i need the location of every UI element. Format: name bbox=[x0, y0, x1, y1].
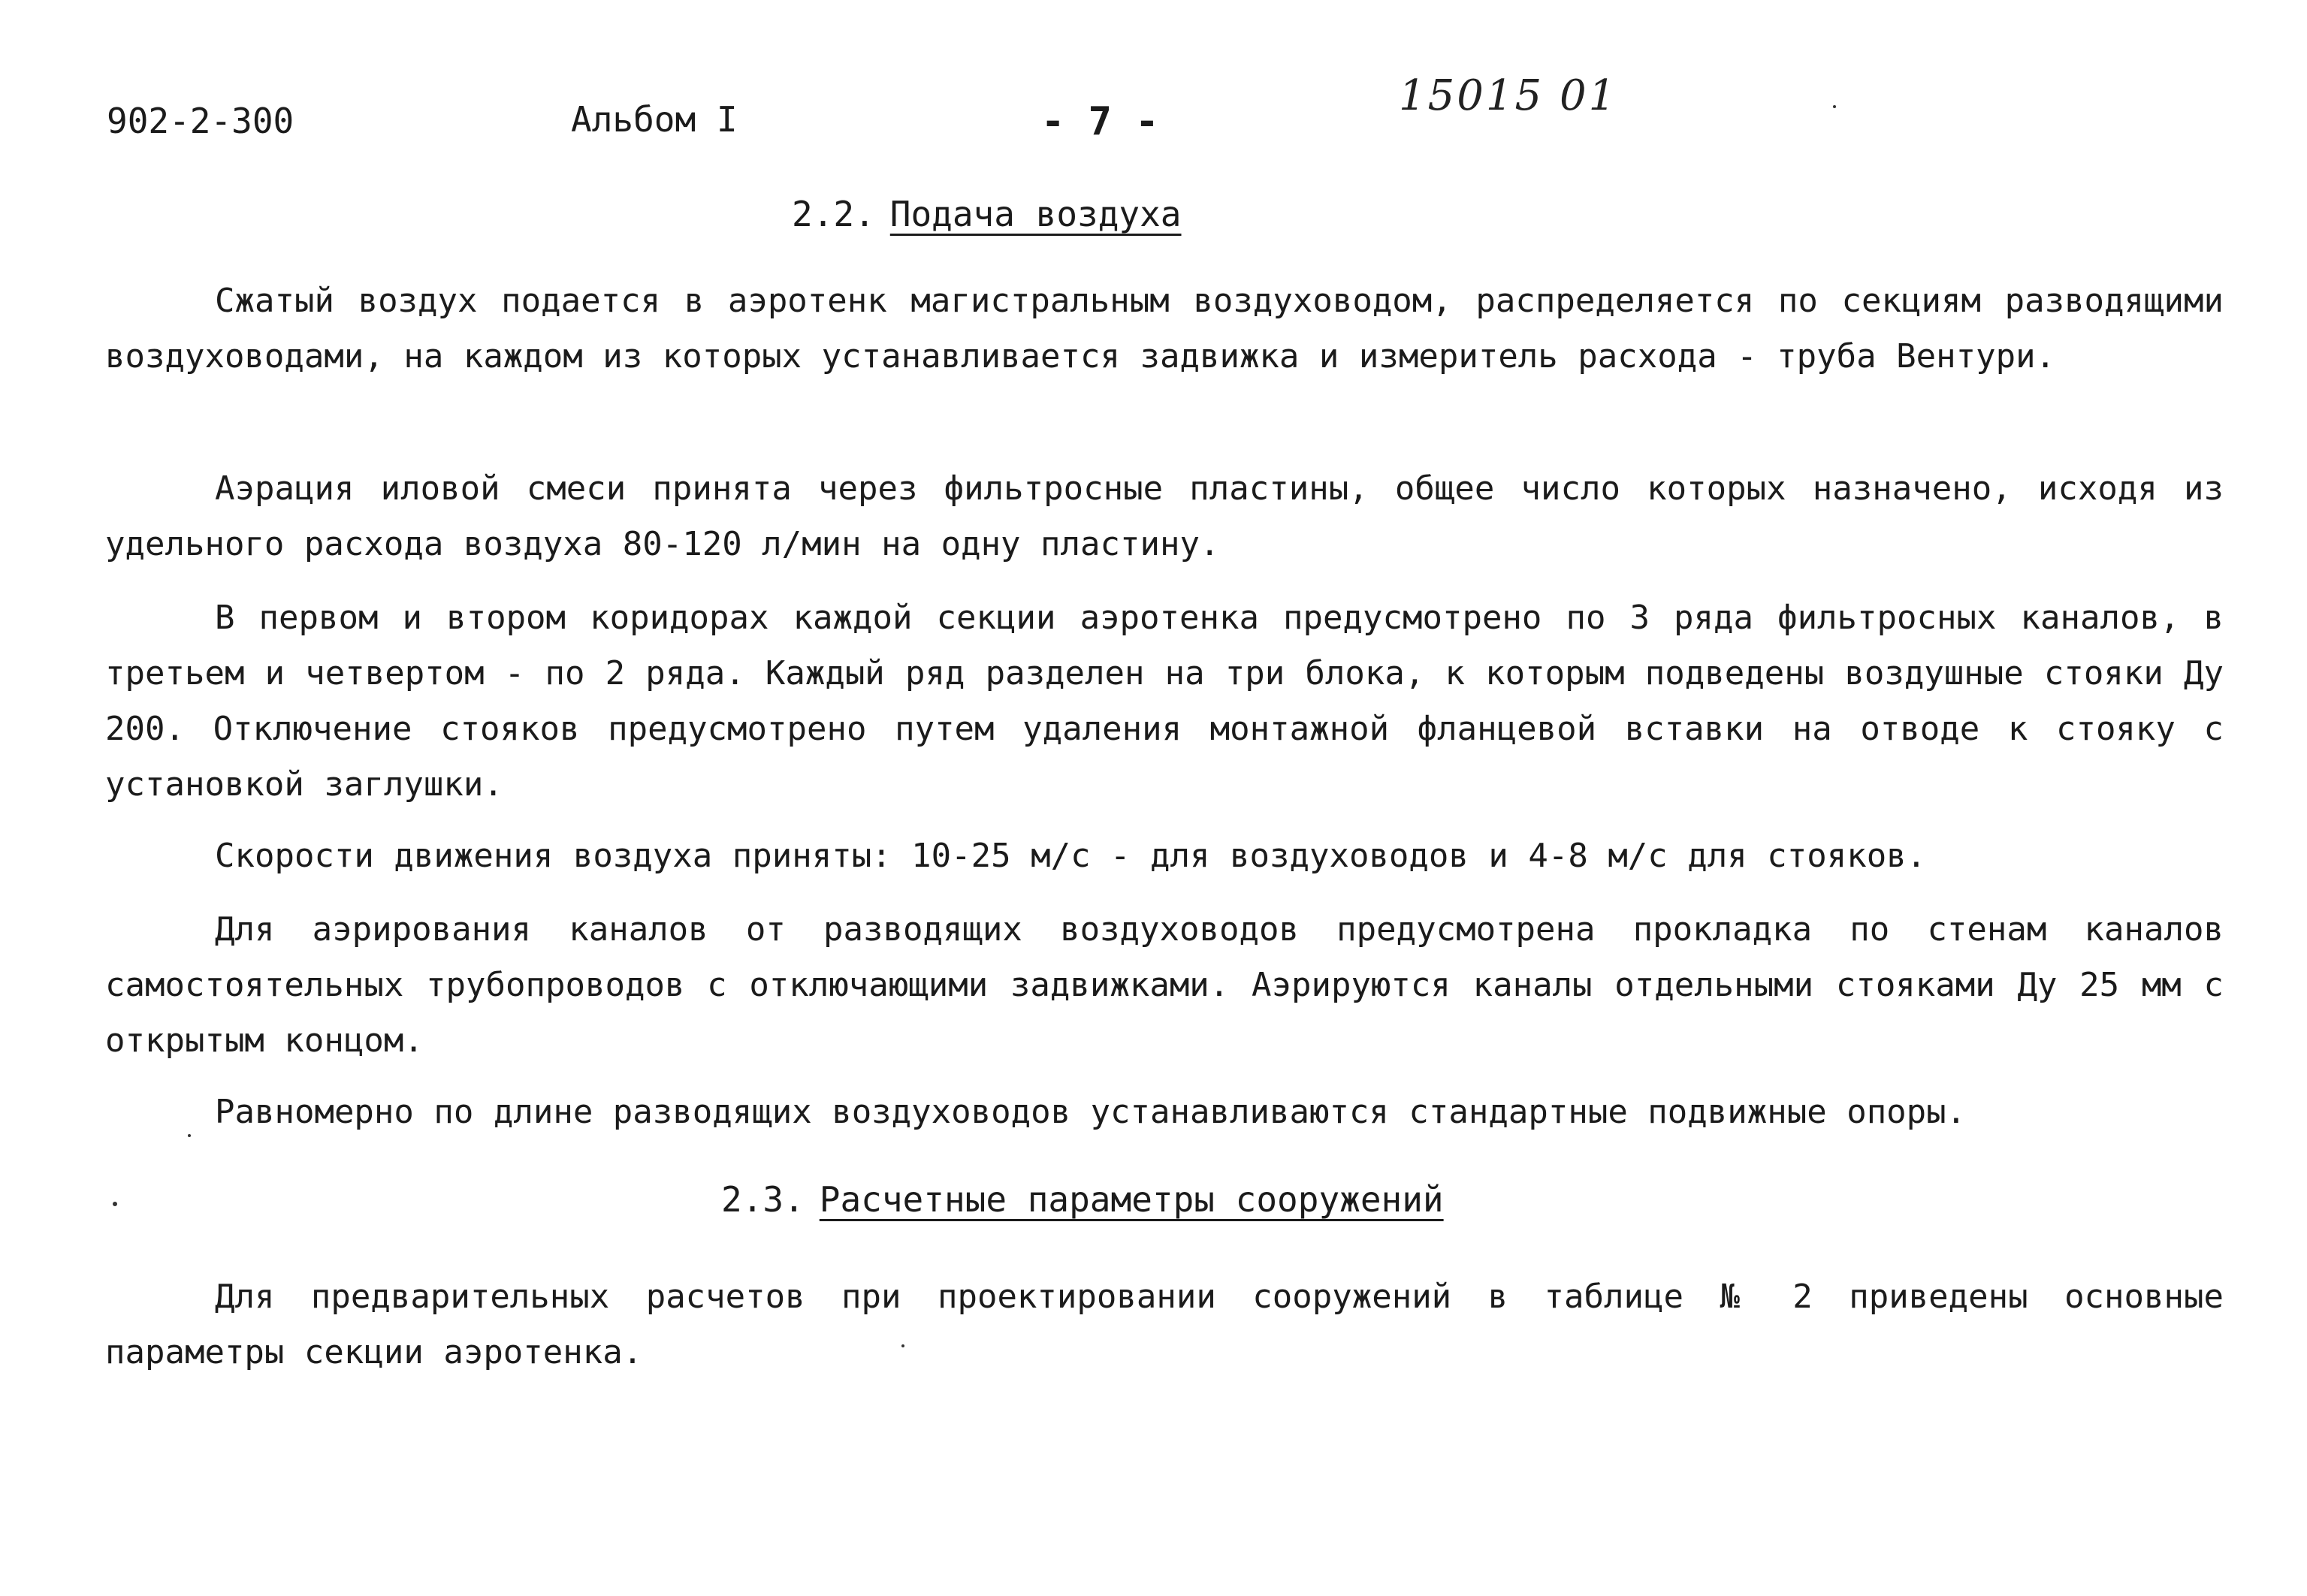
paragraph: Для предварительных расчетов при проектировании сооружений в таблице № 2 приведены основные параметры секции аэротенка. bbox=[105, 1278, 2224, 1371]
document-code: 902-2-300 bbox=[107, 101, 294, 141]
section-heading-2-3 bbox=[721, 1179, 1444, 1220]
paragraph: Сжатый воздух подается в аэротенк магистральным воздуховодом, распределяется по секциям разводящими воздуховодами, на каждом из которых устанавливается задвижка и измеритель расхода - труба Вентури. bbox=[105, 282, 2224, 376]
paragraph: Скорости движения воздуха приняты: 10-25 м/с - для воздуховодов и 4-8 м/с для стояков. bbox=[215, 837, 1927, 875]
paragraph: Равномерно по длине разводящих воздуховодов устанавливаются стандартные подвижные опоры. bbox=[215, 1093, 1967, 1131]
scan-speck bbox=[1833, 105, 1836, 108]
section-number: 2.3. bbox=[721, 1179, 805, 1220]
paragraph: В первом и втором коридорах каждой секции аэротенка предусмотрено по 3 ряда фильтросных каналов, в третьем и четвертом - по 2 ряда. Каждый ряд разделен на три блока, к которым подведены воздушные стояки Ду 200. Отключение стояков предусмотрено путем удаления монтажной фланцевой вставки на отводе к стояку с установкой заглушки. bbox=[105, 599, 2224, 804]
handwritten-mark: 15015 01 bbox=[1399, 71, 1618, 120]
scan-speck bbox=[901, 1344, 904, 1347]
paragraph: Аэрация иловой смеси принята через фильтросные пластины, общее число которых назначено, исходя из удельного расхода воздуха 80-120 л/мин на одну пластину. bbox=[105, 469, 2224, 563]
section-title: Расчетные параметры сооружений bbox=[819, 1179, 1444, 1220]
paragraph: Для аэрирования каналов от разводящих воздуховодов предусмотрена прокладка по стенам каналов самостоятельных трубопроводов с отключающими задвижками. Аэрируются каналы отдельными стояками Ду 25 мм с открытым концом. bbox=[105, 910, 2224, 1060]
page-number: - 7 - bbox=[1041, 99, 1159, 144]
scan-speck bbox=[113, 1202, 117, 1206]
section-title: Подача воздуха bbox=[889, 194, 1182, 234]
section-number: 2.2. bbox=[792, 194, 875, 234]
scan-speck bbox=[188, 1134, 191, 1137]
section-heading-2-2 bbox=[792, 194, 1182, 234]
album-label: Альбом I bbox=[571, 99, 738, 140]
